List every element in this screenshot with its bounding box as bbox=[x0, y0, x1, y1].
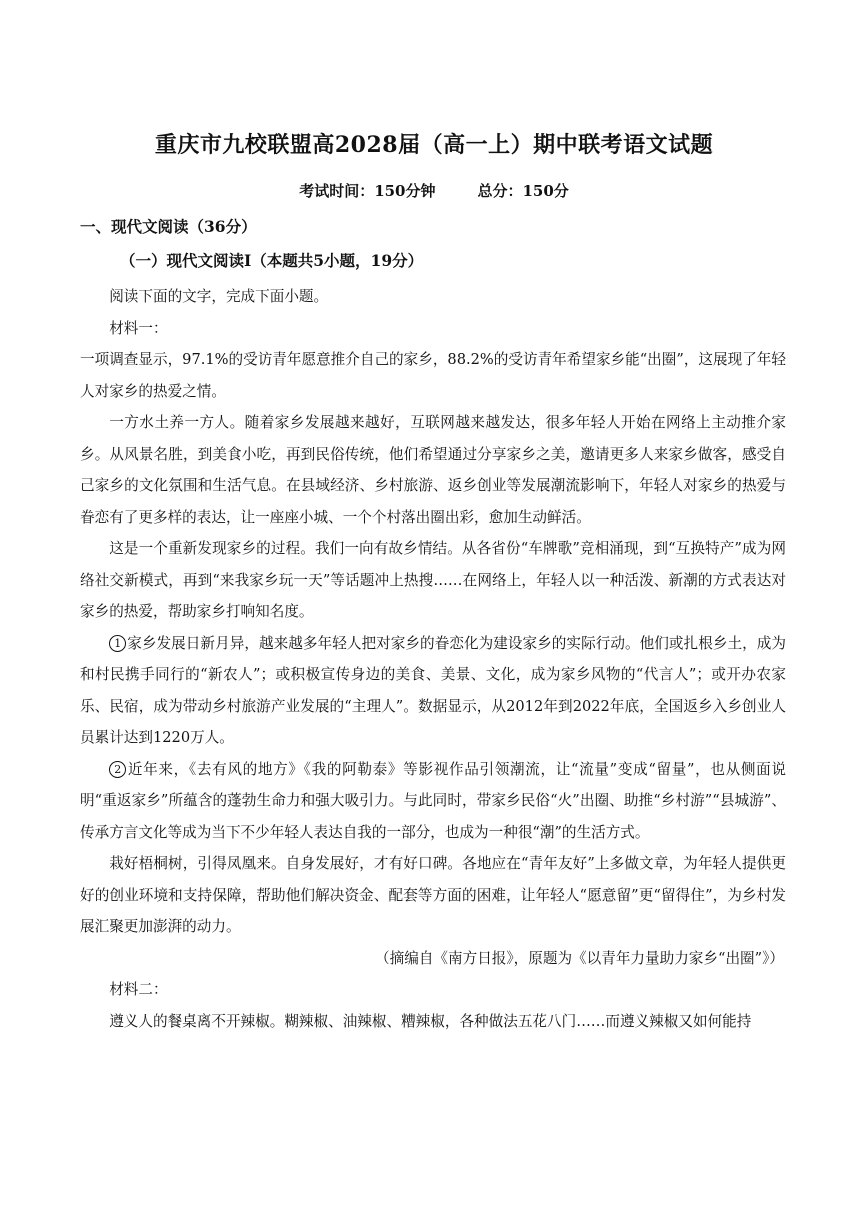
sub-section-heading: （一）现代文阅读Ⅰ（本题共5小题，19分） bbox=[120, 251, 424, 270]
reading-passage bbox=[80, 281, 786, 1037]
exam-time: 考试时间：150分钟 bbox=[299, 182, 436, 200]
material2-label: 材料二： bbox=[109, 981, 168, 998]
circled-number-marker: 1 bbox=[109, 635, 126, 652]
paragraph: 遵义人的餐桌离不开辣椒。糊辣椒、油辣椒、糟辣椒，各种做法五花八门……而遵义辣椒又如何能持 bbox=[109, 1012, 752, 1030]
paragraph: 栽好梧桐树，引得凤凰来。自身发展好，才有好口碑。各地应在“青年友好”上多做文章，为年轻人提供更好的创业环境和支持保障，帮助他们解决资金、配套等方面的困难，让年轻人“愿意留”更“留得住”，为乡村发展汇聚更加澎湃的动力。 bbox=[80, 855, 786, 935]
paragraph: 一项调查显示，97.1%的受访青年愿意推介自己的家乡，88.2%的受访青年希望家乡能“出圈”，这展现了年轻人对家乡的热爱之情。 bbox=[80, 351, 786, 400]
paragraph bbox=[80, 628, 786, 754]
circled-number-marker: 2 bbox=[109, 761, 126, 778]
paragraph-text: 家乡发展日新月异，越来越多年轻人把对家乡的眷恋化为建设家乡的实际行动。他们或扎根乡土，成为和村民携手同行的“新农人”；或积极宣传身边的美食、美景、文化，成为家乡风物的“代言人”；或开办农家乐、民宿，成为带动乡村旅游产业发展的“主理人”。数据显示，从2012年到2022年底，全国返乡入乡创业人员累计达到1220万人。 bbox=[80, 634, 786, 746]
total-score: 总分：150分 bbox=[477, 182, 569, 200]
paragraph-text: 近年来，《去有风的地方》《我的阿勒泰》等影视作品引领潮流，让“流量”变成“留量”，也从侧面说明“重返家乡”所蕴含的蓬勃生命力和强大吸引力。与此同时，带家乡民俗“火”出圈、助推“乡村游”“县城游”、传承方言文化等成为当下不少年轻人表达自我的一部分，也成为一种很“潮”的生活方式。 bbox=[80, 760, 786, 841]
instruction: 阅读下面的文字，完成下面小题。 bbox=[109, 288, 329, 305]
material1-label: 材料一： bbox=[109, 319, 168, 337]
exam-info bbox=[0, 180, 868, 201]
paragraph: 这是一个重新发现家乡的过程。我们一向有故乡情结。从各省份“车牌歌”竞相涌现，到“互换特产”成为网络社交新模式，再到“来我家乡玩一天”等话题冲上热搜……在网络上，年轻人以一种活泼、新潮的方式表达对家乡的热爱，帮助家乡打响知名度。 bbox=[80, 540, 786, 620]
page-title: 重庆市九校联盟高2028届（高一上）期中联考语文试题 bbox=[154, 132, 714, 158]
source-citation: （摘编自《南方日报》，原题为《以青年力量助力家乡“出圈”》） bbox=[375, 949, 784, 967]
paragraph bbox=[80, 754, 786, 849]
section-heading: 一、现代文阅读（36分） bbox=[80, 217, 257, 236]
paragraph: 一方水土养一方人。随着家乡发展越来越好，互联网越来越发达，很多年轻人开始在网络上主动推介家乡。从风景名胜，到美食小吃，再到民俗传统，他们希望通过分享家乡之美，邀请更多人来家乡做客，感受自己家乡的文化氛围和生活气息。在县域经济、乡村旅游、返乡创业等发展潮流影响下，年轻人对家乡的热爱与眷恋有了更多样的表达，让一座座小城、一个个村落出圈出彩，愈加生动鲜活。 bbox=[80, 414, 786, 526]
